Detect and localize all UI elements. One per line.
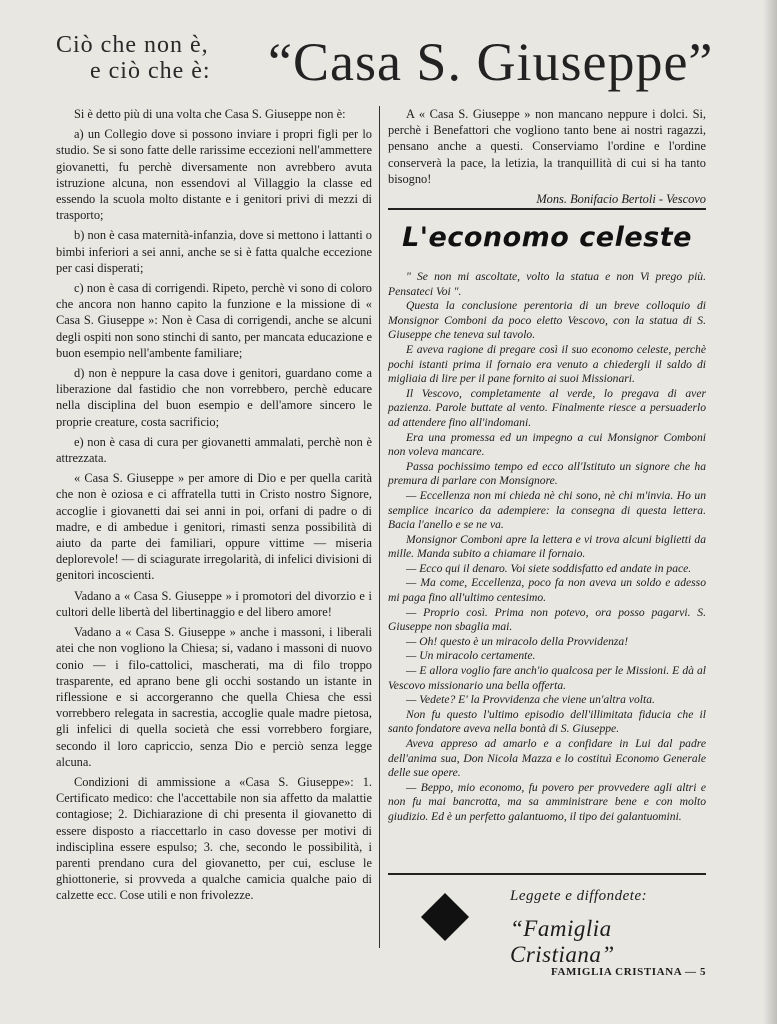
left-paragraph: e) non è casa di cura per giovanetti ammalati, perchè non è attrezzata.: [56, 434, 372, 466]
left-paragraph: Condizioni di ammissione a «Casa S. Giuseppe»: 1. Certificato medico: che l'accettabile non sia affetto da malattie contagiose; 2. Dichiarazione di chi presenta il giovanetto di essere disposto a riaccettarlo in caso dovesse per motivi di indisciplina essere espulso; 3. che, secondo le possibilità, i parenti prendano cura del giovanetto, per cui, escluse le ghiottonerie, si provveda a qualche camicia qualche paio di calzette ecc. Cose utili e non frivolezze.: [56, 774, 372, 903]
left-paragraph: c) non è casa di corrigendi. Ripeto, perchè vi sono di coloro che ancora non hanno capito la funzione e la missione di « Casa S. Giuseppe »: Non è Casa di corrigendi, anche se alcuni degli ospiti non sono stinchi di santo, per mancata educazione e buon esempio nell'ambente familiare;: [56, 281, 372, 360]
economo-paragraph: Monsignor Comboni apre la lettera e vi trova alcuni biglietti da mille. Manda subito a chiamare il fornaio.: [388, 532, 706, 561]
page-footer: FAMIGLIA CRISTIANA — 5: [551, 966, 707, 978]
diamond-icon: [421, 893, 469, 941]
header-kicker: [56, 32, 211, 84]
economo-paragraph: — Vedete? E' la Provvidenza che viene un'altra volta.: [406, 693, 655, 707]
economo-paragraph: " Se non mi ascoltate, volto la statua e non Vi prego più. Pensateci Voi ".: [388, 270, 706, 298]
column-divider: [379, 106, 380, 948]
economo-paragraph: Questa la conclusione perentoria di un breve colloquio di Monsignor Comboni da poco eletto Vescovo, con la statua di S. Giuseppe che teneva sul tavolo.: [388, 299, 706, 342]
economo-paragraph: — Proprio così. Prima non potevo, ora posso pagarvi. S. Giuseppe non sbaglia mai.: [388, 605, 706, 634]
article-header: [56, 28, 716, 98]
promo-line2: “Famiglia Cristiana”: [510, 916, 615, 967]
economo-paragraph: — Eccellenza non mi chieda nè chi sono, nè chi m'invia. Ho un semplice incarico da adempiere: la consegna di questa lettera. Bacia l'anello e se ne va.: [388, 488, 706, 532]
left-column: [56, 106, 372, 908]
economo-paragraph: — Oh! questo è un miracolo della Provvidenza!: [406, 634, 629, 648]
promo-box: [388, 878, 706, 967]
right-paragraph: A « Casa S. Giuseppe » non mancano neppure i dolci. Si, perchè i Benefattori che vogliono tanto bene ai nostri ragazzi, pensano anche a questi. Conserviamo l'ordine e l'ordine conserverà la pace, la letizia, la tranquillità di cui si ha tanto bisogno!: [388, 107, 706, 186]
economo-article: [388, 270, 706, 825]
signature: Mons. Bonifacio Bertoli - Vescovo: [536, 192, 706, 207]
page-edge-shadow: [763, 0, 777, 1024]
economo-paragraph: — Un miracolo certamente.: [406, 649, 536, 663]
right-column-top: [388, 106, 706, 207]
economo-paragraph: Aveva appreso ad amarlo e a confidare in Lui dal padre dell'anima sua, Don Nicola Mazza e lo costituì Economo Generale delle sue opere.: [388, 737, 706, 780]
economo-paragraph: — E allora voglio fare anch'io qualcosa per le Missioni. E dà al Vescovo missionario una bella offerta.: [388, 664, 706, 692]
left-paragraph: « Casa S. Giuseppe » per amore di Dio e per quella carità che non è oziosa e ci affratella tutti in Cristo nostro Signore, accoglie i giovanetti dai sei anni in poi, orfani di padre o di madre, e di ambedue i genitori, rimasti senza possibilità di aiuto da parte dei familiari, oppure vittime — miseria deplorevole! — di sciagurate irregolarità, di infelici divisioni di genitori incoscienti.: [56, 471, 372, 583]
section-divider: [388, 208, 706, 210]
economo-paragraph: — Ma come, Eccellenza, poco fa non aveva un soldo e adesso mi paga fino all'ultimo centesimo.: [388, 576, 706, 605]
economo-paragraph: Era una promessa ed un impegno a cui Monsignor Comboni non voleva mancare.: [388, 430, 706, 459]
left-paragraph: Vadano a « Casa S. Giuseppe » i promotori del divorzio e i cultori delle libertà del libertinaggio e del libero amore!: [56, 588, 372, 619]
economo-paragraph: — Ecco qui il denaro. Voi siete soddisfatto ed andate in pace.: [406, 561, 692, 575]
promo-line1: Leggete e diffondete:: [510, 888, 648, 904]
header-kicker-line2: e ciò che è:: [90, 58, 211, 84]
header-kicker-line1: Ciò che non è,: [56, 32, 209, 58]
economo-paragraph: Il Vescovo, completamente al verde, lo pregava di aver pazienza. Parole buttate al vento. Finalmente riesce a persuaderlo ad attendere fino all'indomani.: [388, 386, 706, 429]
left-paragraph: a) un Collegio dove si possono inviare i propri figli per lo studio. Se si sono fatte delle rarissime eccezioni nell'ammettere giovanetti, fu perchè diversamente non avrebbero avuta istruzione alcuna, non essendovi al Villaggio la classe ed essendo la scuola molto distante e i genitori privi di mezzi di trasporto;: [56, 127, 372, 223]
economo-paragraph: E aveva ragione di pregare così il suo economo celeste, perchè pochi istanti prima il fornaio era venuto a chiedergli il saldo di migliaia di lire per il pane fornito ai suoi Missionari.: [388, 342, 706, 386]
section-title: L'economo celeste: [402, 222, 692, 253]
left-paragraph: b) non è casa maternità-infanzia, dove si mettono i lattanti o bimbi inferiori a sei anni, anche se si è fatta qualche eccezione per casi disperati;: [56, 228, 372, 275]
economo-paragraph: Non fu questo l'ultimo episodio dell'illimitata fiducia che il santo fondatore aveva nella bontà di S. Giuseppe.: [388, 707, 706, 736]
left-paragraph: Vadano a « Casa S. Giuseppe » anche i massoni, i liberali atei che non vogliono la Chiesa; si, vadano i massoni di nuovo conio — i filo-cattolici, mascherati, ma di filo troppo trasparente, ed aprano bene gli occhi sostando un istante in riflessione e si accorgeranno che quella Chiesa che essi vorrebbero relegata in sacrestia, accoglie quale madre pietosa, gli infelici di quella società che essi vorrebbero forgiare, secondo il loro capriccio, senza Dio e perciò senza legge alcuna.: [56, 625, 372, 769]
economo-paragraph: Passa pochissimo tempo ed ecco all'Istituto un signore che ha premura di parlare con Monsignore.: [388, 459, 706, 488]
left-paragraph: d) non è neppure la casa dove i genitori, guardano come a liberazione dal fastidio che non vorrebbero, perchè educare nella disciplina del buon esempio e dell'amore sincero le proprie creature, costa sacrificio;: [56, 366, 372, 429]
article-title: “Casa S. Giuseppe”: [268, 32, 714, 92]
economo-paragraph: — Beppo, mio economo, fu povero per provvedere agli altri e non fu mai bancrotta, ma sa amministrare bene e con molto giudizio. Ed è un perfetto galantuomo, il tipo dei galantuomini.: [388, 780, 706, 823]
promo-divider: [388, 873, 706, 875]
left-paragraph: Si è detto più di una volta che Casa S. Giuseppe non è:: [74, 107, 346, 121]
